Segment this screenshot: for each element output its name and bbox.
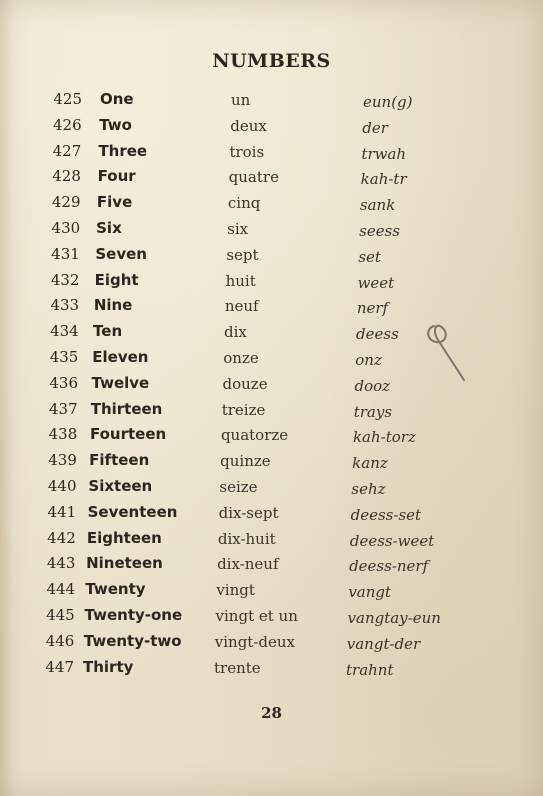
english-word: Thirteen (90, 399, 163, 418)
french-word: trois (229, 142, 265, 161)
row-number: 440 (47, 477, 77, 495)
row-number: 434 (50, 322, 79, 341)
row-number: 428 (52, 167, 81, 186)
row-number: 443 (46, 554, 76, 573)
french-word: treize (221, 400, 266, 419)
table-row (0, 271, 520, 295)
english-word: Twenty (85, 580, 146, 599)
row-number: 433 (50, 296, 80, 315)
english-word: Two (99, 115, 132, 134)
table-row (0, 219, 520, 243)
english-word: Eleven (92, 348, 149, 366)
english-word: Fifteen (89, 451, 150, 470)
row-number: 438 (48, 425, 78, 444)
table-row (0, 580, 520, 604)
table-row (0, 322, 520, 346)
row-number: 432 (50, 270, 80, 289)
english-word: Nine (93, 296, 133, 315)
french-word: quinze (220, 452, 271, 471)
english-word: Twenty-one (84, 606, 183, 624)
french-word: quatre (228, 168, 279, 187)
table-row (0, 503, 520, 527)
french-word: un (231, 91, 251, 109)
english-word: Ten (93, 322, 123, 341)
french-word: cinq (227, 194, 261, 213)
english-word: Four (97, 167, 136, 186)
french-word: onze (223, 349, 259, 367)
table-row (0, 245, 520, 269)
row-number: 446 (45, 631, 75, 650)
table-row (0, 529, 520, 553)
pronunciation: trahnt (346, 660, 394, 679)
pronunciation: kah-torz (352, 428, 416, 447)
row-number: 439 (48, 451, 77, 470)
english-word: Seventeen (87, 502, 178, 521)
french-word: seize (219, 478, 258, 496)
pronunciation: seess (359, 222, 400, 240)
french-word: quatorze (220, 426, 289, 445)
french-word: dix-huit (217, 529, 276, 548)
table-row (0, 116, 520, 140)
table-row (0, 554, 520, 578)
pronunciation: nerf (356, 299, 389, 318)
english-word: Eight (94, 270, 139, 289)
french-word: dix-neuf (217, 555, 279, 574)
pronunciation: vangt-der (346, 634, 421, 653)
english-word: Seven (95, 244, 147, 263)
pronunciation: deess-nerf (349, 557, 429, 576)
french-word: neuf (224, 297, 259, 316)
table-row (0, 658, 520, 682)
row-number: 430 (51, 219, 81, 237)
table-row (0, 193, 520, 217)
pronunciation: trays (353, 402, 393, 421)
row-number: 437 (48, 399, 78, 418)
english-word: Five (96, 193, 133, 212)
french-word: deux (230, 116, 267, 135)
row-number: 447 (45, 657, 74, 676)
page-number: 28 (261, 704, 282, 722)
english-word: Sixteen (88, 477, 153, 495)
english-word: Twenty-two (83, 631, 182, 650)
english-word: Three (98, 141, 148, 160)
pronunciation: dooz (354, 376, 391, 395)
row-number: 429 (51, 193, 81, 212)
row-number: 425 (53, 90, 82, 108)
pronunciation: deess-weet (349, 531, 435, 550)
french-word: vingt et un (215, 607, 298, 625)
table-row (0, 296, 520, 320)
english-word: Thirty (83, 657, 134, 676)
row-number: 435 (49, 348, 79, 366)
french-word: vingt-deux (214, 632, 295, 651)
pronunciation: der (362, 118, 388, 137)
pronunciation: set (358, 247, 381, 266)
english-word: One (100, 90, 134, 108)
pronunciation: deess (356, 325, 399, 344)
table-row (0, 142, 520, 166)
row-number: 436 (49, 373, 78, 392)
row-number: 426 (52, 115, 82, 134)
row-number: 431 (51, 244, 80, 263)
pronunciation: eun(g) (363, 93, 413, 111)
english-word: Eighteen (86, 528, 162, 547)
french-word: trente (214, 658, 261, 677)
pronunciation: trwah (361, 144, 407, 163)
page-title: NUMBERS (212, 50, 331, 72)
table-row (0, 167, 520, 191)
french-word: dix-sept (218, 503, 279, 522)
english-word: Nineteen (86, 554, 163, 573)
french-word: douze (222, 374, 268, 393)
table-row (0, 425, 520, 449)
french-word: huit (225, 271, 256, 290)
french-word: vingt (216, 581, 255, 600)
pronunciation: sank (359, 196, 396, 215)
table-row (0, 400, 520, 424)
pronunciation: deess-set (350, 505, 422, 524)
table-row (0, 451, 520, 475)
table-row (0, 606, 520, 630)
table-row (0, 477, 520, 501)
english-word: Twelve (91, 373, 150, 392)
english-word: Six (96, 219, 122, 237)
table-row (0, 632, 520, 656)
row-number: 445 (46, 606, 75, 624)
row-number: 442 (47, 528, 76, 547)
pronunciation: kanz (352, 454, 388, 473)
french-word: sept (226, 245, 259, 264)
english-word: Fourteen (89, 425, 167, 444)
pronunciation: kah-tr (360, 170, 407, 189)
pronunciation: vangtay-eun (347, 609, 441, 627)
french-word: six (227, 220, 249, 238)
pronunciation: sehz (351, 480, 386, 498)
pronunciation: weet (357, 273, 395, 292)
table-row (0, 374, 520, 398)
pronunciation: onz (355, 351, 382, 369)
pronunciation: vangt (348, 583, 392, 602)
french-word: dix (224, 323, 247, 342)
row-number: 441 (47, 502, 77, 521)
row-number: 427 (52, 141, 82, 160)
row-number: 444 (46, 580, 76, 599)
table-row (0, 348, 520, 372)
table-row (0, 90, 520, 114)
